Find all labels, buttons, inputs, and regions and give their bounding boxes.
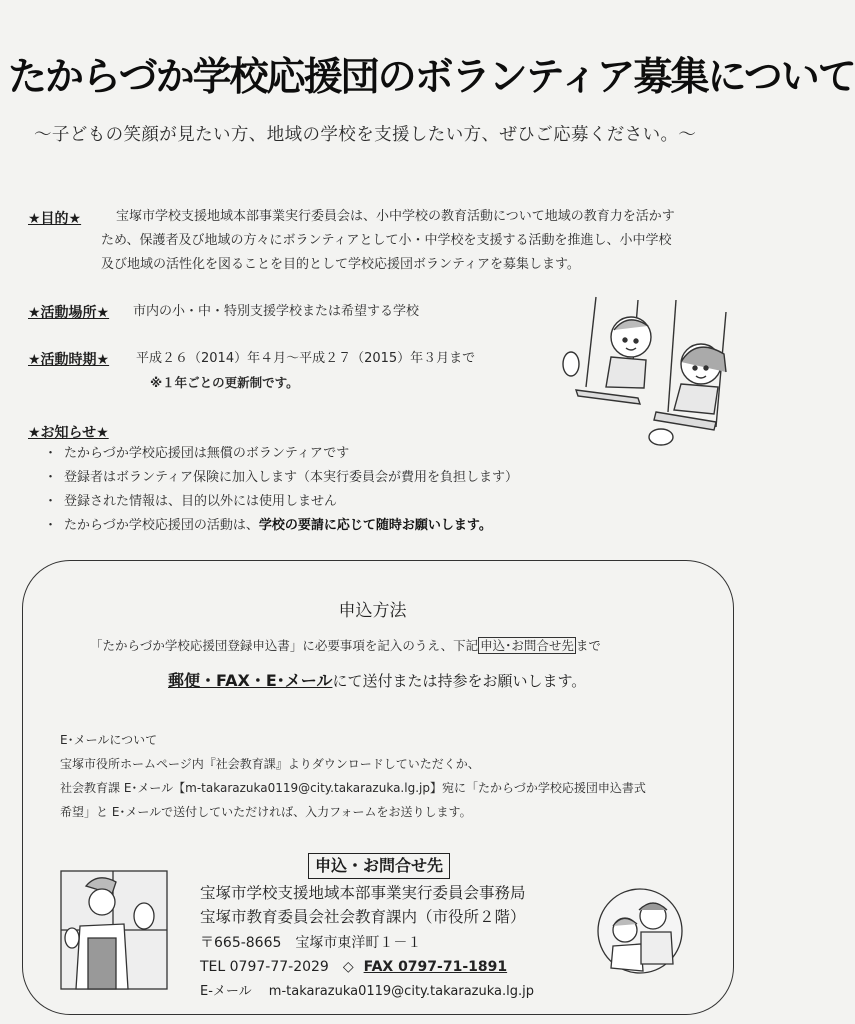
notice-item: ・ 登録された情報は、目的以外には使用しません [44, 494, 338, 509]
email-info-line: 宝塚市役所ホームページ内『社会教育課』よりダウンロードしていただくか、 [60, 757, 480, 771]
notices-label: ★お知らせ★ [28, 425, 109, 441]
contact-email: E-メール m-takarazuka0119@city.takarazuka.lg.jp [200, 984, 534, 999]
email-info-line: 希望」と E･メールで送付していただければ、入力フォームをお送りします。 [60, 805, 472, 819]
contact-address: 〒665-8665 宝塚市東洋町１－１ [200, 935, 422, 951]
submission-means: 郵便・FAX・E･メールにて送付または持参をお願いします。 [168, 671, 587, 690]
purpose-line-1: 宝塚市学校支援地域本部事業実行委員会は、小中学校の教育活動について地域の教育力を活かす [116, 209, 675, 224]
contact-tel: TEL 0797-77-2029 [200, 959, 329, 975]
contact-reference-box: 申込･お問合せ先 [480, 638, 574, 653]
submission-means-highlight: 郵便・FAX・E･メール [168, 671, 333, 690]
contact-phone-fax: TEL 0797-77-2029 ◇ FAX 0797-71-1891 [200, 959, 508, 975]
notice-item: ・ たからづか学校応援団は無償のボランティアです [44, 446, 350, 461]
location-label: ★活動場所★ [28, 305, 110, 321]
page-title: たからづか学校応援団のボランティア募集について [8, 55, 855, 100]
period-note: ※１年ごとの更新制です。 [150, 375, 299, 390]
method-title: 申込方法 [338, 601, 407, 621]
email-info-line: 社会教育課 E･メール【m-takarazuka0119@city.takarazuka.lg.jp】宛に「たからづか学校応援団申込書式 [60, 781, 646, 795]
purpose-line-2: ため、保護者及び地域の方々にボランティアとして小・中学校を支援する活動を推進し、小中学校 [101, 233, 672, 248]
notice-item: ・ 登録者はボランティア保険に加入します（本実行委員会が費用を負担します） [44, 470, 518, 485]
notices-list [44, 442, 518, 538]
period-text: 平成２６（2014）年４月～平成２７（2015）年３月まで [136, 351, 476, 366]
contact-fax: FAX 0797-71-1891 [363, 959, 508, 975]
notice-item: ・ たからづか学校応援団の活動は、学校の要請に応じて随時お願いします。 [44, 518, 492, 533]
method-instruction: 「たからづか学校応援団登録申込書」に必要事項を記入のうえ、下記 申込･お問合せ先 まで [90, 638, 601, 653]
page-subtitle: ～子どもの笑顔が見たい方、地域の学校を支援したい方、ぜひご応募ください。～ [34, 125, 697, 145]
contact-heading: 申込・お問合せ先 [308, 853, 450, 879]
purpose-line-3: 及び地域の活性化を図ることを目的として学校応援団ボランティアを募集します。 [101, 257, 580, 272]
children-swinging-illustration [556, 292, 741, 457]
email-info-heading: E･メールについて [60, 733, 158, 747]
window-cleaner-illustration [58, 868, 170, 992]
location-text: 市内の小・中・特別支援学校または希望する学校 [133, 304, 420, 319]
contact-org-1: 宝塚市学校支援地域本部事業実行委員会事務局 [200, 884, 526, 902]
period-label: ★活動時期★ [28, 352, 110, 368]
parent-child-illustration [593, 886, 688, 976]
contact-org-2: 宝塚市教育委員会社会教育課内（市役所２階） [200, 908, 526, 926]
email-info [60, 728, 646, 824]
purpose-label: ★目的★ [28, 211, 82, 227]
